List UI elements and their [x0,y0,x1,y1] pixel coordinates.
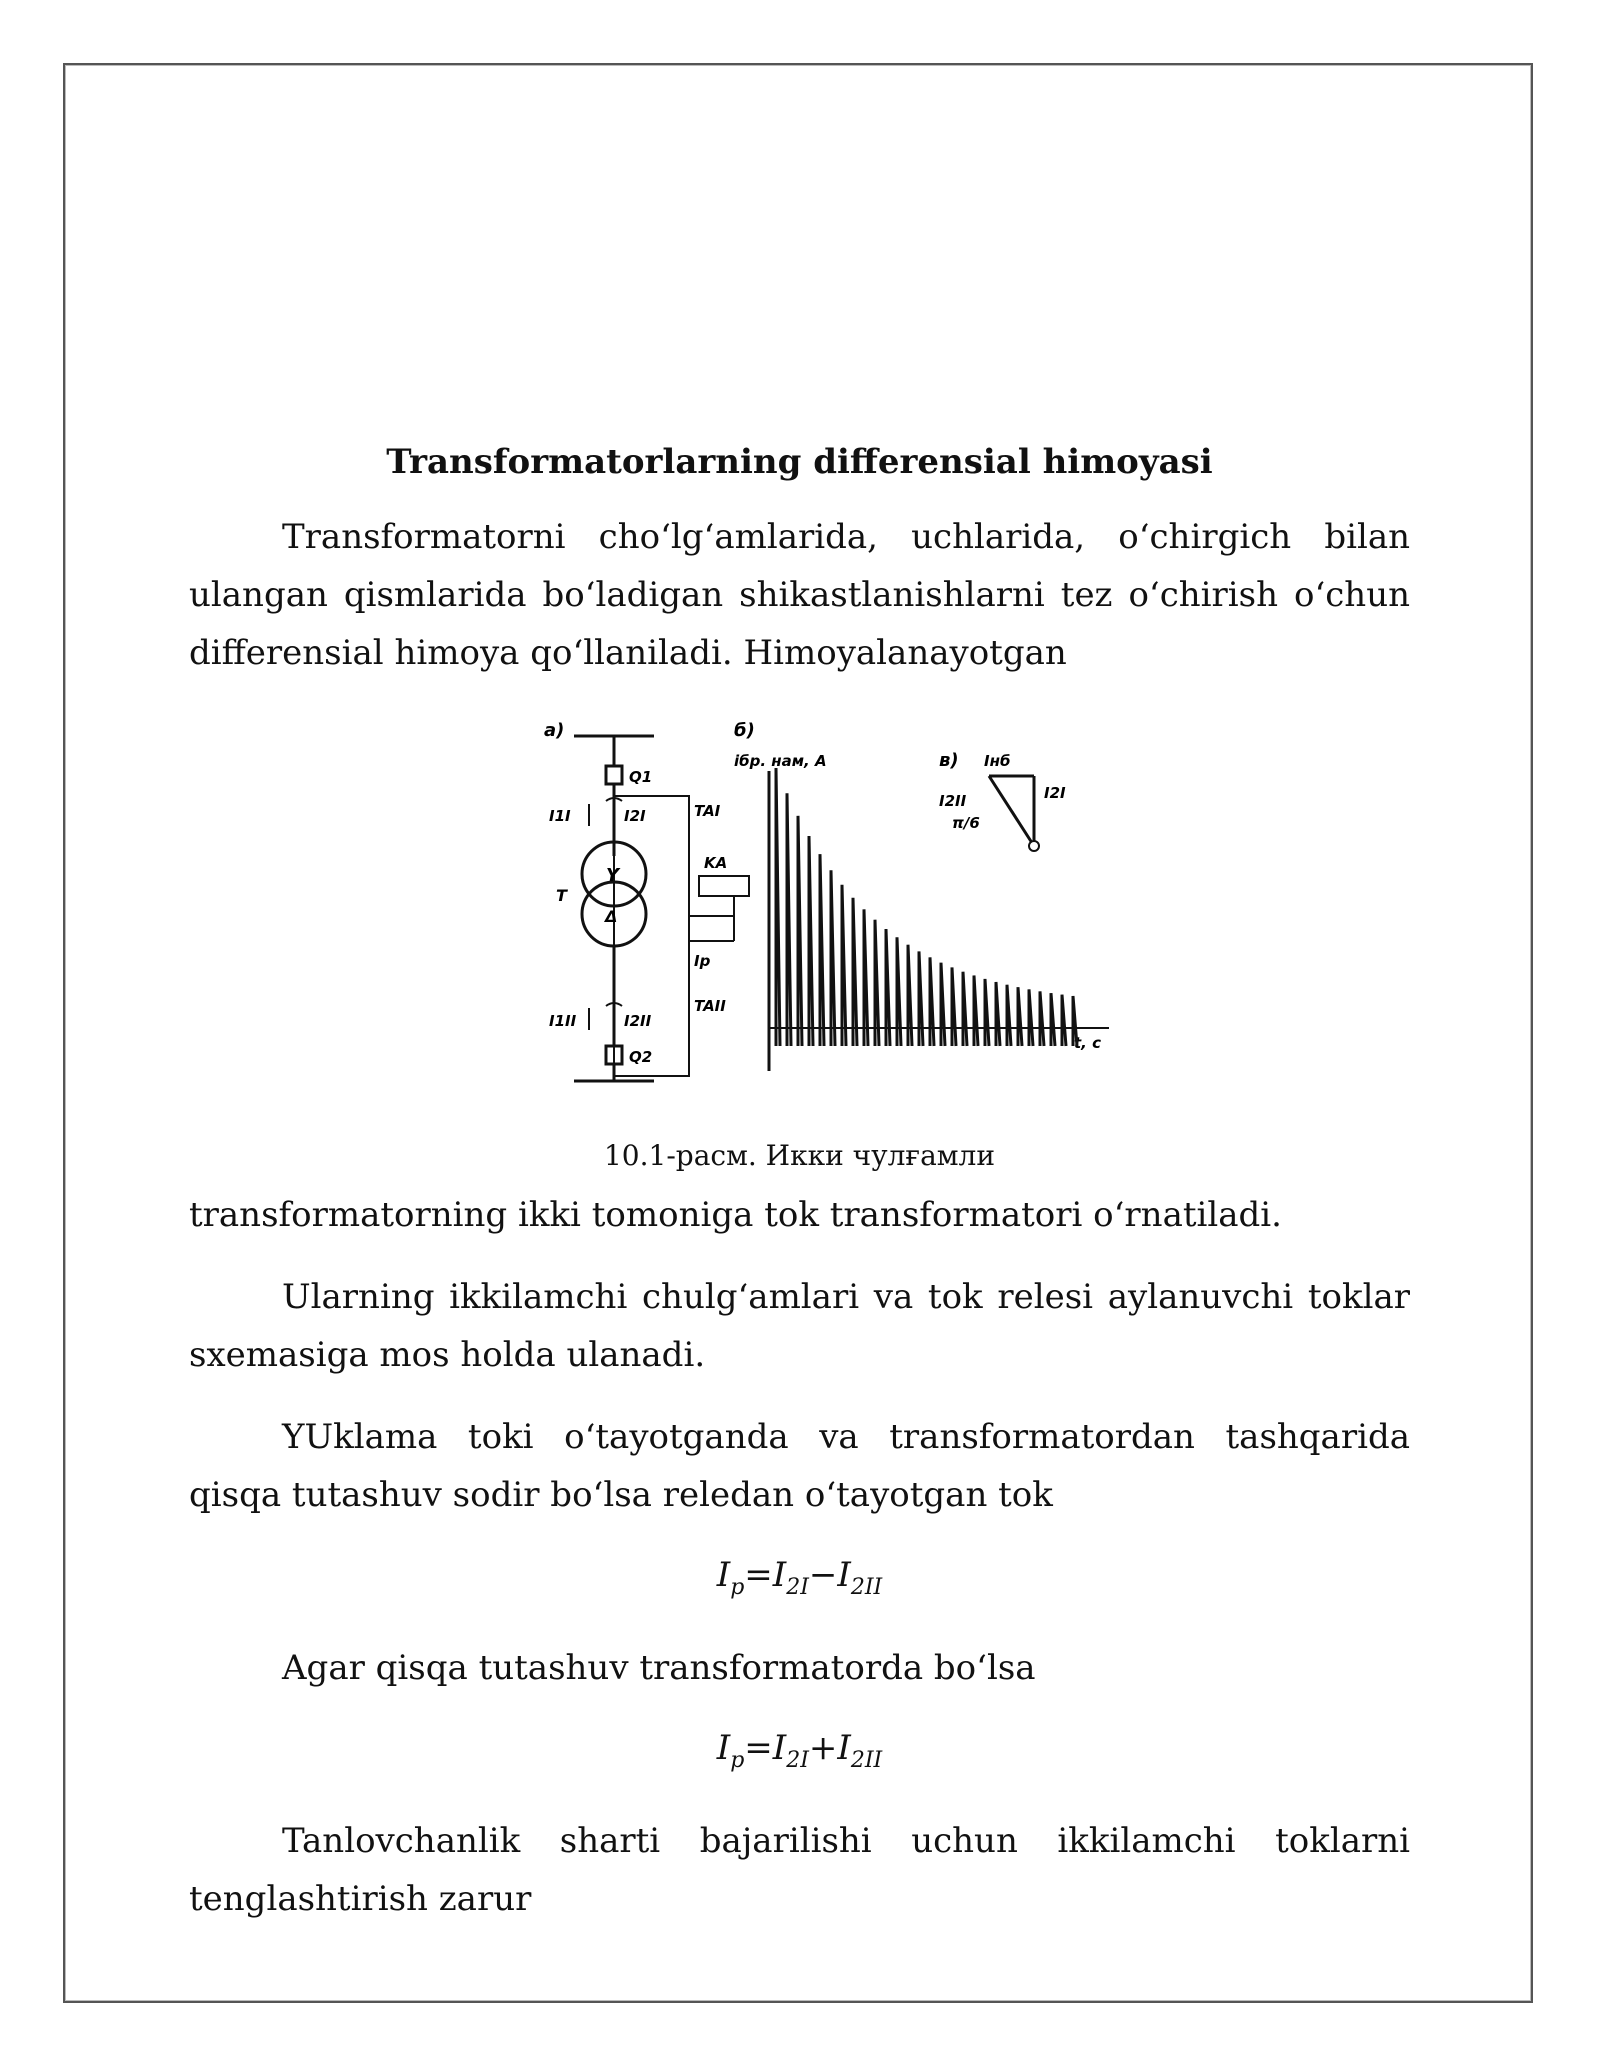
inrush-pulse [985,979,989,1046]
label-i2i-vector: I2I [1044,784,1066,802]
paragraph-2: Ularning ikkilamchi chulg‘amlari va tok relesi aylanuvchi toklar sxemasiga mos holda ulanadi. [189,1277,1410,1375]
inrush-pulse [831,870,835,1046]
document-body [189,440,1410,1928]
paragraph-1: Transformatorni cho‘lg‘amlarida, uchlarida, o‘chirgich bilan ulangan qismlarida bo‘ladigan shikastlanishlarni tez o‘chirish o‘chun differensial himoya qo‘llaniladi. Himoyalanayotgan [189,517,1410,673]
inrush-pulse [1062,995,1066,1046]
paragraph-3: YUklama toki o‘tayotganda va transformatordan tashqarida qisqa tutashuv sodir bo‘lsa reledan o‘tayotgan tok [189,1417,1410,1515]
label-t: T [556,886,567,905]
inrush-pulse [809,836,813,1046]
label-ka: KA [704,854,728,872]
label-inb: Iнб [984,752,1011,770]
label-i1i: I1I [549,807,571,825]
formula-external-fault: $I_p=I_{2I}-I_{2II}$ [716,1555,883,1600]
inrush-pulse [875,920,879,1046]
label-time: t, c [1074,1034,1101,1052]
inrush-pulse [996,982,1000,1046]
formula-internal-fault: $I_p=I_{2I}+I_{2II}$ [716,1727,883,1773]
inrush-pulse [919,951,923,1046]
secondary-loop [614,796,689,1076]
inrush-pulse [864,909,868,1046]
label-i1ii: I1II [549,1012,577,1030]
label-i2ii-vector: I2II [939,792,967,810]
figure-diagram [544,716,1134,1126]
relay-ka [699,876,749,896]
inrush-pulse [974,976,978,1046]
label-ibr: iбр. нам, A [734,752,827,770]
inrush-pulse [930,957,934,1046]
label-a: а) [544,720,565,741]
label-q1: Q1 [629,768,653,786]
inrush-pulse [897,937,901,1046]
label-q2: Q2 [629,1048,653,1066]
inrush-pulse [1029,989,1033,1046]
inrush-pulse [886,929,890,1046]
inrush-pulse [908,945,912,1046]
inrush-pulse [1018,987,1022,1046]
inrush-pulse [1073,996,1077,1046]
inrush-pulse [787,793,791,1046]
breaker-q1 [606,766,622,784]
label-i2ii: I2II [624,1012,652,1030]
label-ip: Ip [694,952,711,970]
inrush-pulse [952,967,956,1046]
inrush-pulses [776,768,1077,1046]
inrush-pulse [1040,991,1044,1046]
figure-caption: 10.1-расм. Икки чулғамли [603,1139,995,1172]
inrush-pulse [853,898,857,1046]
label-b: б) [734,720,755,741]
delta-symbol: Δ [605,907,618,926]
inrush-pulse [941,963,945,1046]
page-title: Transformatorlarning differensial himoyasi [386,442,1213,482]
paragraph-4: Agar qisqa tutashuv transformatorda bo‘lsa [282,1647,1036,1688]
inrush-pulse [1051,993,1055,1046]
label-ta1: TAI [694,802,721,820]
inrush-pulse [842,885,846,1046]
vector-mid [1012,811,1034,846]
paragraph-5: Tanlovchanlik sharti bajarilishi uchun ikkilamchi toklarni tenglashtirish zarur [189,1820,1410,1919]
vector-origin [1029,841,1039,851]
inrush-pulse [776,768,780,1046]
label-ta2: TAII [694,997,726,1015]
label-angle: π/6 [952,814,980,832]
label-i2i: I2I [624,807,646,825]
inrush-pulse [798,816,802,1046]
paragraph-1-continued: transformatorning ikki tomoniga tok transformatori o‘rnatiladi. [189,1195,1282,1235]
inrush-pulse [963,972,967,1046]
figure-10-1 [189,716,1410,1186]
inrush-pulse [820,854,824,1046]
label-v: в) [939,750,959,771]
star-symbol: Y [606,865,620,886]
inrush-pulse [1007,985,1011,1046]
